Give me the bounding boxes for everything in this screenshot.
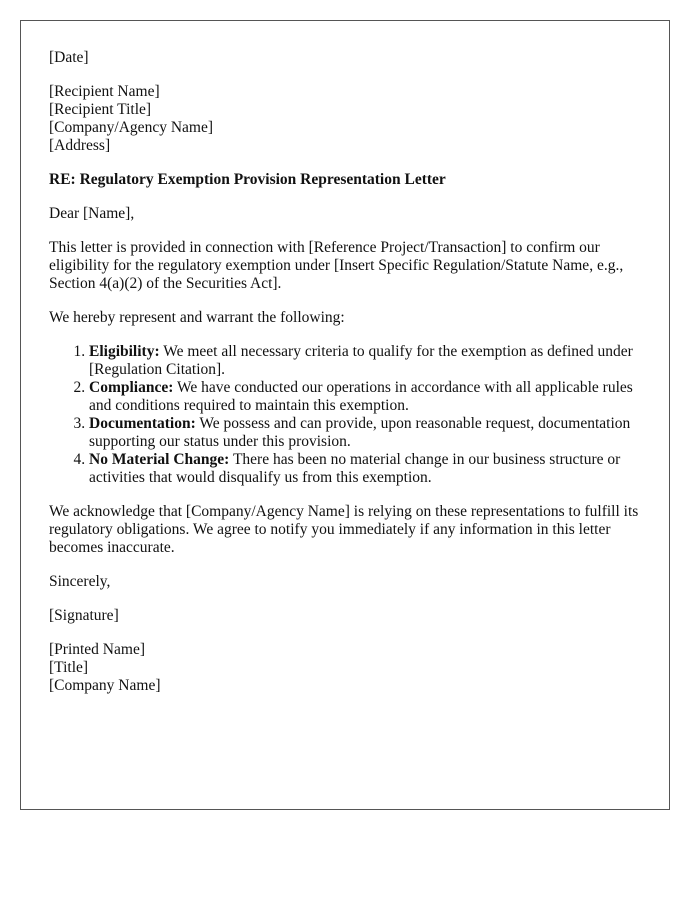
recipient-name: [Recipient Name] xyxy=(49,83,160,100)
list-item-no-material-change xyxy=(89,451,649,487)
list-item-text: We meet all necessary criteria to qualify for the exemption as defined under [Regulation Citation]. xyxy=(89,343,633,378)
representation-list xyxy=(49,343,649,487)
sender-block xyxy=(49,641,649,695)
date: [Date] xyxy=(49,49,89,66)
salutation: Dear [Name], xyxy=(49,205,135,222)
list-item-documentation xyxy=(89,415,649,451)
recipient-company: [Company/Agency Name] xyxy=(49,119,213,136)
list-item-text: We possess and can provide, upon reasonable request, documentation supporting our status under this provision. xyxy=(89,415,631,450)
list-item-text: We have conducted our operations in accordance with all applicable rules and conditions required to maintain this exemption. xyxy=(89,379,633,414)
acknowledgement-paragraph: We acknowledge that [Company/Agency Name] is relying on these representations to fulfill its regulatory obligations. We agree to notify you immediately if any information in this letter becomes inaccurate. xyxy=(49,503,639,556)
date-line xyxy=(49,49,649,67)
recipient-title: [Recipient Title] xyxy=(49,101,152,118)
list-item-term: Eligibility: xyxy=(89,343,160,360)
recipient-address: [Address] xyxy=(49,137,111,154)
recipient-block xyxy=(49,83,649,155)
representation-intro: We hereby represent and warrant the following: xyxy=(49,309,345,326)
list-item-term: Documentation: xyxy=(89,415,196,432)
list-item-eligibility xyxy=(89,343,649,379)
list-item-term: No Material Change: xyxy=(89,451,230,468)
list-item-compliance xyxy=(89,379,649,415)
intro-paragraph: This letter is provided in connection with [Reference Project/Transaction] to confirm our eligibility for the regulatory exemption under [Insert Specific Regulation/Statute Name, e.g., Section 4(a)(2) of the Securities Act]. xyxy=(49,239,624,292)
signature-placeholder: [Signature] xyxy=(49,607,119,624)
subject-line: RE: Regulatory Exemption Provision Representation Letter xyxy=(49,171,446,188)
sender-title: [Title] xyxy=(49,659,89,676)
letter-page xyxy=(20,20,670,810)
sender-printed-name: [Printed Name] xyxy=(49,641,145,658)
closing: Sincerely, xyxy=(49,573,111,590)
list-item-term: Compliance: xyxy=(89,379,174,396)
list-item-text: There has been no material change in our business structure or activities that would disqualify us from this exemption. xyxy=(89,451,621,486)
sender-company: [Company Name] xyxy=(49,677,161,694)
